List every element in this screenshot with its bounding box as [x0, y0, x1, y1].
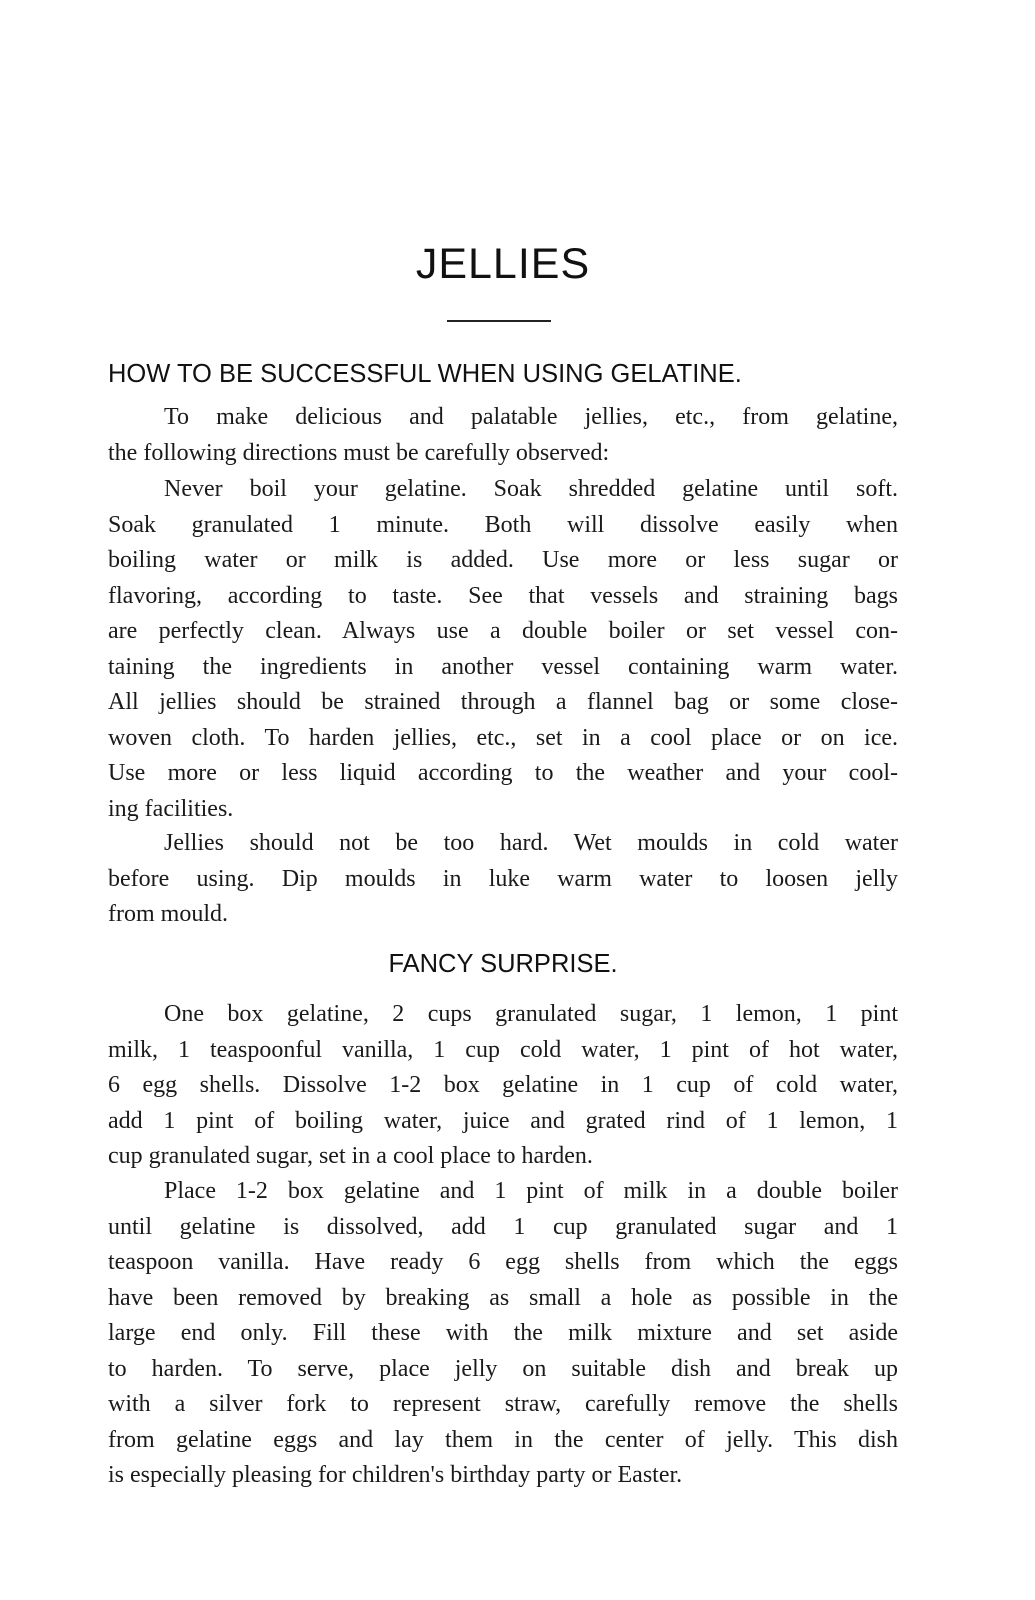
text-line: are perfectly clean. Always use a double boiler or set vessel con- — [108, 618, 898, 644]
page-title: JELLIES — [415, 240, 591, 288]
text-line: To make delicious and palatable jellies, etc., from gelatine, — [164, 404, 898, 430]
paragraph-moulds — [108, 826, 898, 933]
text-line: Never boil your gelatine. Soak shredded gelatine until soft. — [164, 476, 898, 502]
text-line: before using. Dip moulds in luke warm water to loosen jelly — [108, 865, 898, 892]
text-line: woven cloth. To harden jellies, etc., set in a cool place or on ice. — [108, 724, 898, 751]
text-line: from gelatine eggs and lay them in the center of jelly. This dish — [108, 1426, 898, 1453]
title-rule — [447, 320, 551, 322]
paragraph-intro — [108, 400, 898, 471]
section-heading-fancy-surprise: FANCY SURPRISE. — [388, 950, 618, 978]
text-line: All jellies should be strained through a flannel bag or some close- — [108, 689, 898, 715]
text-line: from mould. — [108, 901, 228, 927]
paragraph-ingredients — [108, 997, 898, 1175]
text-line: ing facilities. — [108, 795, 234, 822]
text-line: with a silver fork to represent straw, carefully remove the shells — [108, 1391, 898, 1417]
text-line: One box gelatine, 2 cups granulated sugar, 1 lemon, 1 pint — [164, 1001, 898, 1027]
text-line: Jellies should not be too hard. Wet moulds in cold water — [164, 830, 898, 856]
section-heading-gelatine: HOW TO BE SUCCESSFUL WHEN USING GELATINE. — [108, 360, 742, 388]
text-line: teaspoon vanilla. Have ready 6 egg shells from which the eggs — [108, 1249, 898, 1275]
text-line: cup granulated sugar, set in a cool place to harden. — [108, 1143, 593, 1169]
text-line: until gelatine is dissolved, add 1 cup granulated sugar and 1 — [108, 1213, 898, 1240]
text-line: have been removed by breaking as small a hole as possible in the — [108, 1284, 898, 1311]
text-line: milk, 1 teaspoonful vanilla, 1 cup cold water, 1 pint of hot water, — [108, 1036, 898, 1063]
text-line: is especially pleasing for children's birthday party or Easter. — [108, 1462, 683, 1488]
text-line: large end only. Fill these with the milk mixture and set aside — [108, 1320, 898, 1346]
text-line: taining the ingredients in another vessel containing warm water. — [108, 653, 898, 680]
text-line: the following directions must be carefully observed: — [108, 439, 610, 466]
text-line: boiling water or milk is added. Use more or less sugar or — [108, 547, 898, 573]
paragraph-directions — [108, 472, 898, 827]
text-line: add 1 pint of boiling water, juice and grated rind of 1 lemon, 1 — [108, 1107, 898, 1134]
text-line: 6 egg shells. Dissolve 1-2 box gelatine in 1 cup of cold water, — [108, 1072, 898, 1098]
paragraph-method — [108, 1174, 898, 1494]
text-line: Place 1-2 box gelatine and 1 pint of milk in a double boiler — [164, 1178, 898, 1204]
text-line: to harden. To serve, place jelly on suitable dish and break up — [108, 1355, 898, 1382]
text-line: Soak granulated 1 minute. Both will dissolve easily when — [108, 511, 898, 538]
text-line: flavoring, according to taste. See that vessels and straining bags — [108, 582, 898, 609]
text-line: Use more or less liquid according to the weather and your cool- — [108, 760, 898, 786]
